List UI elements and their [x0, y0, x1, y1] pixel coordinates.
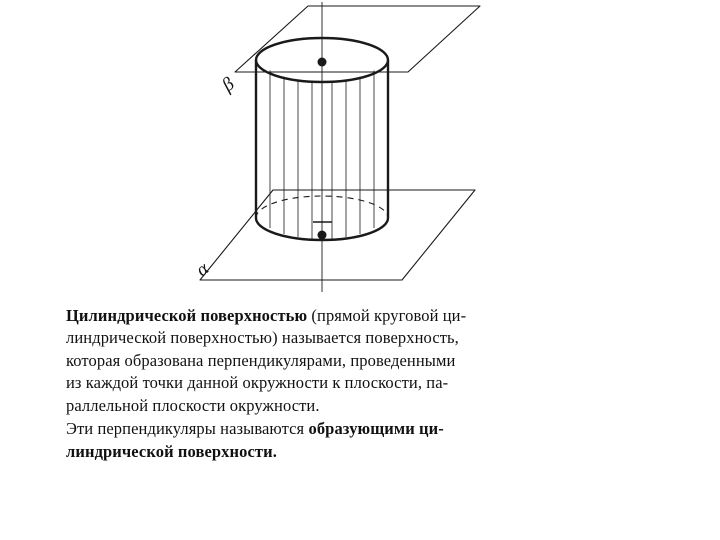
cylindrical-surface-figure	[180, 0, 540, 300]
paragraph-definition	[66, 305, 666, 417]
definition-line-1-plain: (прямой круговой ци-	[311, 306, 467, 325]
upper-plane-label: β	[218, 73, 239, 96]
lower-plane-label: α	[192, 258, 213, 281]
upper-plane-parallelogram	[235, 6, 480, 72]
generatrix-line-1	[66, 418, 666, 440]
definition-line-2: линдрической поверхностью) называется поверхность,	[66, 328, 459, 348]
paragraph-generatrix	[66, 418, 666, 463]
bottom-center-point	[318, 231, 327, 240]
generatrix-line-1-plain: Эти перпендикуляры называются	[66, 419, 309, 439]
lower-plane-parallelogram	[200, 190, 475, 280]
generatrix-line-2: линдрической поверхности.	[66, 441, 277, 461]
term-generatrix: образующими ци-	[308, 419, 444, 439]
definition-line-4: из каждой точки данной окружности к плоскости, па-	[66, 373, 449, 393]
term-cylindrical-surface: Цилиндрической поверхностью	[66, 306, 312, 325]
definition-line-1	[66, 305, 666, 327]
definition-line-5: раллельной плоскости окружности.	[66, 395, 320, 415]
top-center-point	[318, 58, 327, 67]
definition-text-block	[66, 305, 666, 463]
definition-line-3: которая образована перпендикулярами, проведенными	[66, 350, 456, 370]
